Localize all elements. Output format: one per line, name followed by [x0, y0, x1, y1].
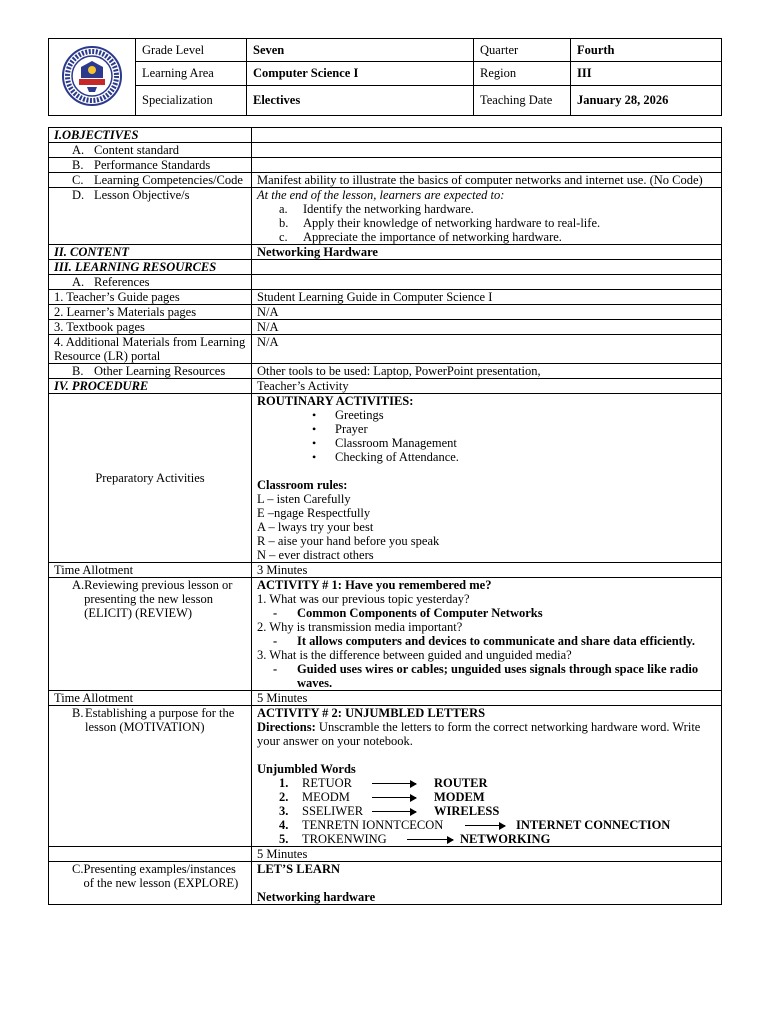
- unjumbled-title: Unjumbled Words: [257, 762, 356, 776]
- time-allotment-label-1: Time Allotment: [49, 563, 252, 578]
- arrow-right-icon: [465, 825, 505, 826]
- learning-area-label: Learning Area: [136, 62, 247, 85]
- deped-seal: [49, 39, 136, 115]
- time-allotment-value-2: 5 Minutes: [252, 691, 722, 706]
- objective-item: a. Identify the networking hardware.: [279, 202, 474, 216]
- classroom-rule: N – ever distract others: [257, 548, 374, 562]
- networking-hardware-subtitle: Networking hardware: [257, 890, 376, 904]
- unjumbled-row: 2. MEODM MODEM: [279, 790, 485, 804]
- teachers-guide-value: Student Learning Guide in Computer Science I: [252, 290, 722, 305]
- content-heading: II. CONTENT: [49, 245, 252, 260]
- specialization-value: Electives: [247, 85, 474, 115]
- review-answer: - Common Components of Computer Networks: [257, 606, 716, 620]
- region-value: III: [571, 62, 722, 85]
- performance-standards-label: B. Performance Standards: [49, 158, 252, 173]
- arrow-right-icon: [372, 797, 416, 798]
- lesson-plan-table: [48, 127, 722, 905]
- unjumbled-row: 4. TENRETN IONNTCECON INTERNET CONNECTION: [279, 818, 671, 832]
- classroom-rules-title: Classroom rules:: [257, 478, 348, 492]
- lesson-objectives-value: [252, 188, 722, 245]
- lets-learn-content: [252, 862, 722, 905]
- procedure-heading: IV. PROCEDURE: [49, 379, 252, 394]
- teachers-activity-header: Teacher’s Activity: [252, 379, 722, 394]
- review-question: 3. What is the difference between guided and unguided media?: [257, 648, 572, 662]
- teachers-guide-label: 1. Teacher’s Guide pages: [49, 290, 252, 305]
- additional-materials-label: 4. Additional Materials from Learning Resource (LR) portal: [49, 335, 252, 364]
- activity-2-content: [252, 706, 722, 847]
- objectives-intro: At the end of the lesson, learners are expected to:: [257, 188, 505, 202]
- time-allotment-value-3: 5 Minutes: [252, 847, 722, 862]
- presenting-examples-label: C. Presenting examples/instances of the new lesson (EXPLORE): [49, 862, 252, 905]
- review-question: 1. What was our previous topic yesterday?: [257, 592, 470, 606]
- routinary-item: • Greetings: [257, 408, 716, 422]
- routinary-item: • Prayer: [257, 422, 716, 436]
- quarter-label: Quarter: [474, 39, 571, 62]
- review-answer: - It allows computers and devices to communicate and share data efficiently.: [257, 634, 716, 648]
- arrow-right-icon: [372, 811, 416, 812]
- grade-level-value: Seven: [247, 39, 474, 62]
- header-table: [48, 38, 722, 116]
- textbook-value: N/A: [252, 320, 722, 335]
- objective-item: c. Appreciate the importance of networking hardware.: [279, 230, 562, 244]
- preparatory-activities-label: Preparatory Activities: [49, 394, 252, 563]
- routinary-title: ROUTINARY ACTIVITIES:: [257, 394, 414, 408]
- deped-seal-icon: [61, 45, 123, 107]
- other-resources-label: B. Other Learning Resources: [49, 364, 252, 379]
- teaching-date-value: January 28, 2026: [571, 85, 722, 115]
- other-resources-value: Other tools to be used: Laptop, PowerPoint presentation,: [252, 364, 722, 379]
- learning-resources-heading: III. LEARNING RESOURCES: [49, 260, 252, 275]
- routinary-item: • Classroom Management: [257, 436, 716, 450]
- objectives-row: [49, 128, 722, 143]
- learning-competencies-label: C. Learning Competencies/Code: [49, 173, 252, 188]
- classroom-rule: E –ngage Respectfully: [257, 506, 371, 520]
- objective-item: b. Apply their knowledge of networking hardware to real-life.: [279, 216, 601, 230]
- textbook-label: 3. Textbook pages: [49, 320, 252, 335]
- reviewing-lesson-label: A. Reviewing previous lesson or presenting the new lesson (ELICIT) (REVIEW): [49, 578, 252, 691]
- establishing-purpose-label: B. Establishing a purpose for the lesson (MOTIVATION): [49, 706, 252, 847]
- content-standard-label: A. Content standard: [49, 143, 252, 158]
- arrow-right-icon: [372, 783, 416, 784]
- learning-competencies-value: Manifest ability to illustrate the basics of computer networks and internet use. (No Code): [252, 173, 722, 188]
- content-value: Networking Hardware: [252, 245, 722, 260]
- routinary-item: • Checking of Attendance.: [257, 450, 716, 464]
- specialization-label: Specialization: [136, 85, 247, 115]
- preparatory-activities-content: [252, 394, 722, 563]
- lesson-objectives-label: D. Lesson Objective/s: [49, 188, 252, 245]
- activity-1-title: ACTIVITY # 1: Have you remembered me?: [257, 578, 492, 592]
- review-answer: - Guided uses wires or cables; unguided uses signals through space like radio waves.: [257, 662, 716, 690]
- learners-materials-value: N/A: [252, 305, 722, 320]
- teaching-date-label: Teaching Date: [474, 85, 571, 115]
- region-label: Region: [474, 62, 571, 85]
- unjumbled-row: 1. RETUOR ROUTER: [279, 776, 488, 790]
- objectives-heading: I.OBJECTIVES: [49, 128, 252, 143]
- learning-area-value: Computer Science I: [247, 62, 474, 85]
- activity-2-title: ACTIVITY # 2: UNJUMBLED LETTERS: [257, 706, 486, 720]
- additional-materials-value: N/A: [252, 335, 722, 364]
- review-question: 2. Why is transmission media important?: [257, 620, 463, 634]
- grade-level-label: Grade Level: [136, 39, 247, 62]
- classroom-rule: A – lways try your best: [257, 520, 374, 534]
- references-label: A. References: [49, 275, 252, 290]
- arrow-right-icon: [407, 839, 453, 840]
- time-allotment-label-2: Time Allotment: [49, 691, 252, 706]
- unjumbled-row: 5. TROKENWING NETWORKING: [279, 832, 551, 846]
- classroom-rule: R – aise your hand before you speak: [257, 534, 440, 548]
- unjumbled-row: 3. SSELIWER WIRELESS: [279, 804, 500, 818]
- activity-2-directions: Directions: Unscramble the letters to form the correct networking hardware word. Write your answer on your notebook.: [257, 720, 701, 748]
- time-allotment-value-1: 3 Minutes: [252, 563, 722, 578]
- activity-1-content: [252, 578, 722, 691]
- quarter-value: Fourth: [571, 39, 722, 62]
- lets-learn-title: LET’S LEARN: [257, 862, 341, 876]
- classroom-rule: L – isten Carefully: [257, 492, 351, 506]
- learners-materials-label: 2. Learner’s Materials pages: [49, 305, 252, 320]
